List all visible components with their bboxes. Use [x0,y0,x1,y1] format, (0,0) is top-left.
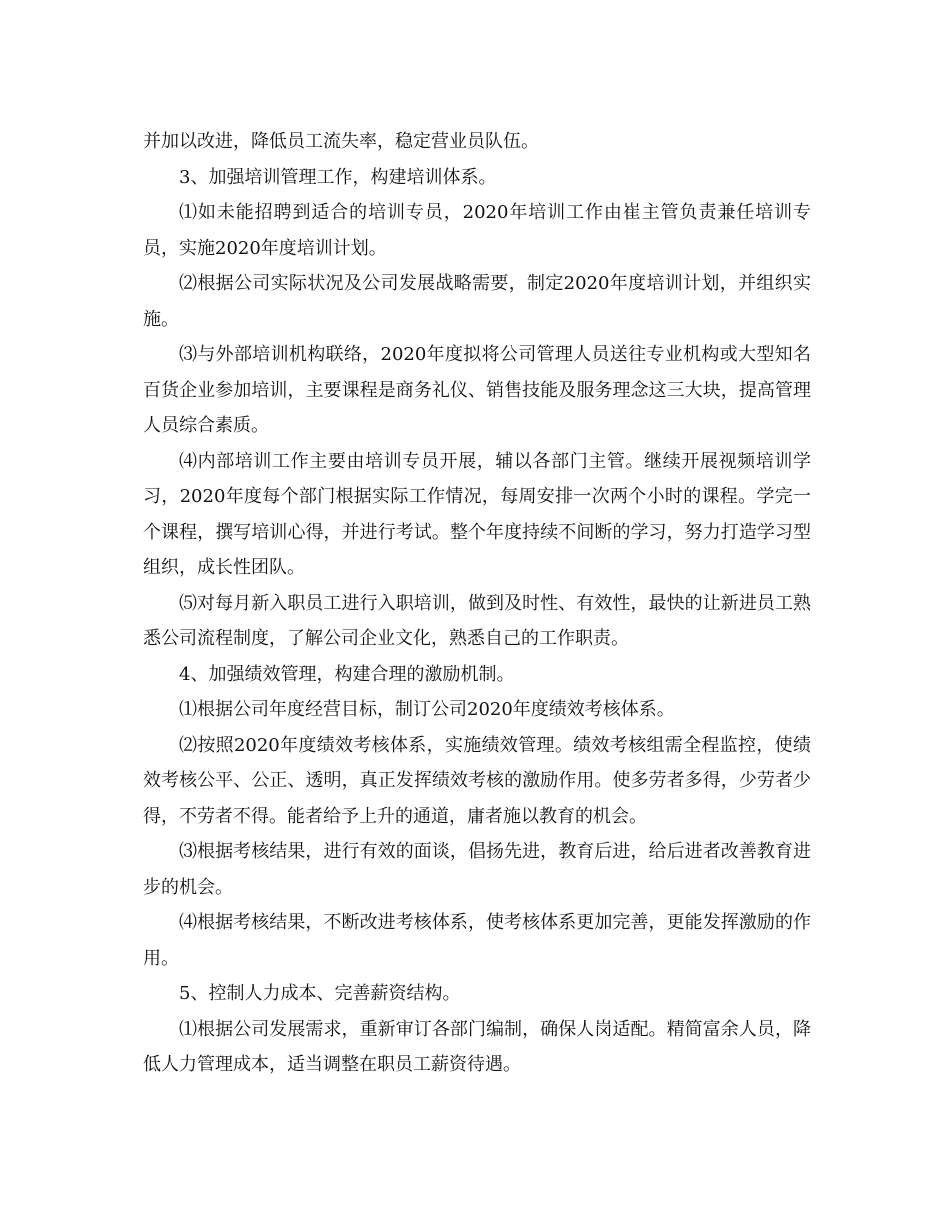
paragraph: ⑶根据考核结果，进行有效的面谈，倡扬先进，教育后进，给后进者改善教育进步的机会。 [143,841,811,898]
paragraph: ⑷根据考核结果，不断改进考核体系，使考核体系更加完善，更能发挥激励的作用。 [143,912,811,969]
paragraph: ⑵按照2020年度绩效考核体系，实施绩效管理。绩效考核组需全程监控，使绩效考核公平、公正、透明，真正发挥绩效考核的激励作用。使多劳者多得，少劳者少得，不劳者不得。能者给予上升的通道，庸者施以教育的机会。 [143,734,811,827]
paragraph: ⑷内部培训工作主要由培训专员开展，辅以各部门主管。继续开展视频培训学习，2020年度每个部门根据实际工作情况，每周安排一次两个小时的课程。学完一个课程，撰写培训心得，并进行考试。整个年度持续不间断的学习，努力打造学习型组织，成长性团队。 [143,450,811,578]
paragraph: ⑵根据公司实际状况及公司发展战略需要，制定2020年度培训计划，并组织实施。 [143,273,811,330]
paragraph: ⑴如未能招聘到适合的培训专员，2020年培训工作由崔主管负责兼任培训专员，实施2020年度培训计划。 [143,202,811,259]
paragraph: ⑴根据公司发展需求，重新审订各部门编制，确保人岗适配。精简富余人员，降低人力管理成本，适当调整在职员工薪资待遇。 [143,1018,811,1075]
paragraph: ⑴根据公司年度经营目标，制订公司2020年度绩效考核体系。 [179,699,675,720]
section-heading: 5、控制人力成本、完善薪资结构。 [179,983,461,1004]
paragraph: ⑸对每月新入职员工进行入职培训，做到及时性、有效性，最快的让新进员工熟悉公司流程制度，了解公司企业文化，熟悉自己的工作职责。 [143,592,811,649]
section-heading: 4、加强绩效管理，构建合理的激励机制。 [179,663,515,685]
paragraph: ⑶与外部培训机构联络，2020年度拟将公司管理人员送往专业机构或大型知名百货企业参加培训，主要课程是商务礼仪、销售技能及服务理念这三大块，提高管理人员综合素质。 [143,344,811,436]
document-body [143,124,811,1083]
paragraph: 并加以改进，降低员工流失率，稳定营业员队伍。 [143,131,539,152]
section-heading: 3、加强培训管理工作，构建培训体系。 [179,166,497,188]
